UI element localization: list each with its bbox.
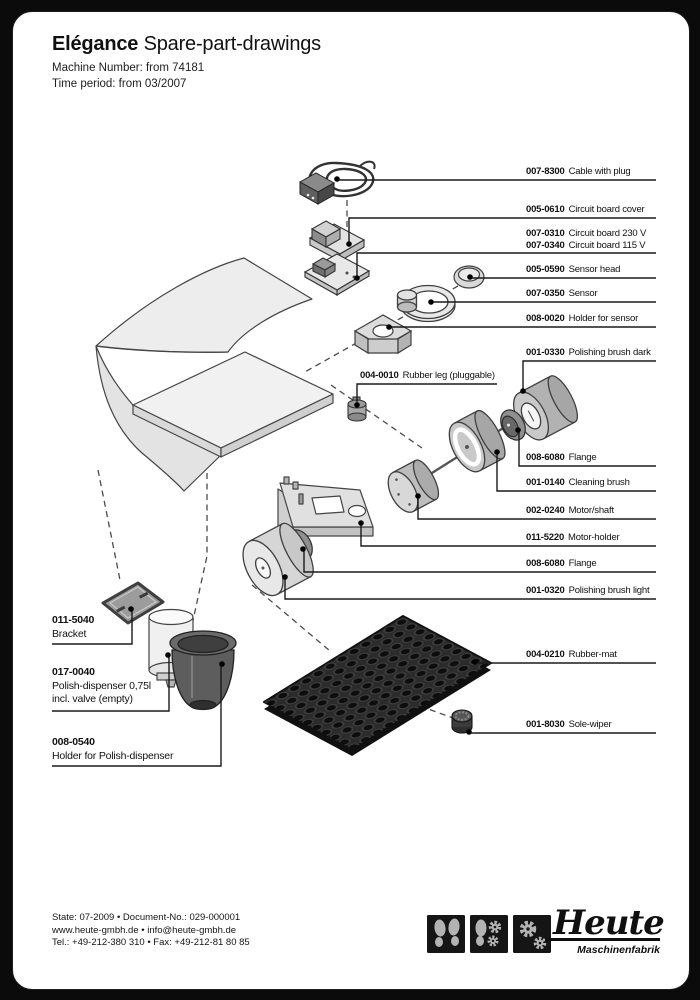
part-label-rubber-mat	[526, 649, 617, 662]
sole-and-gears-icon	[470, 915, 508, 953]
brand-name: Elégance	[52, 33, 139, 55]
part-name: Sensor head	[568, 264, 621, 275]
part-number: 008-6080	[526, 452, 565, 463]
housing-drawing	[96, 258, 333, 491]
page-title	[52, 33, 321, 56]
cable-with-plug-drawing	[300, 162, 375, 204]
gears-icon	[513, 915, 551, 953]
part-number: 017-0040	[52, 666, 95, 678]
sensor-drawing	[398, 286, 456, 322]
footer-state-line: State: 07-2009 • Document-No.: 029-000001	[52, 912, 241, 923]
part-label-brush-dark	[526, 347, 651, 360]
part-name: Motor/shaft	[568, 505, 614, 516]
part-name: Circuit board 230 V	[568, 228, 647, 239]
part-name: Cleaning brush	[568, 477, 630, 488]
part-label-cleaning-brush	[526, 477, 630, 490]
part-label-brush-light	[526, 585, 649, 598]
part-label-cable	[526, 166, 631, 179]
part-number: 007-0310	[526, 228, 565, 239]
part-number: 001-0330	[526, 347, 565, 358]
part-label-dispenser-holder	[52, 736, 173, 763]
part-name: Holder for Polish-dispenser	[52, 749, 174, 762]
company-logo: Heute	[553, 903, 664, 943]
part-label-sensor-head	[526, 264, 620, 277]
part-name: Rubber-mat	[568, 649, 617, 660]
part-label-flange-top	[526, 452, 596, 465]
dispenser-holder-drawing	[170, 631, 236, 710]
part-number: 007-0350	[526, 288, 565, 299]
rubber-mat-drawing	[264, 616, 491, 756]
part-number: 005-0610	[526, 204, 565, 215]
part-name: Sensor	[568, 288, 598, 299]
part-number: 002-0240	[526, 505, 565, 516]
part-name: Polishing brush light	[568, 585, 650, 596]
part-label-bracket	[52, 614, 94, 641]
part-number: 004-0010	[360, 370, 399, 381]
footer-web-line: www.heute-gmbh.de • info@heute-gmbh.de	[52, 925, 237, 936]
part-name: Bracket	[52, 627, 87, 640]
part-number: 001-0140	[526, 477, 565, 488]
part-number: 008-0020	[526, 313, 565, 324]
cleaning-brush-drawing	[442, 407, 511, 478]
part-name-line2: incl. valve (empty)	[52, 693, 133, 705]
part-label-board-cover	[526, 204, 645, 217]
part-label-rubber-leg	[360, 370, 495, 381]
part-label-flange-bottom	[526, 558, 596, 571]
circuit-board-drawing	[305, 254, 369, 295]
part-name: Circuit board cover	[568, 204, 645, 215]
footprints-icon	[427, 915, 465, 953]
part-name: Motor-holder	[568, 532, 620, 543]
machine-number: Machine Number: from 74181	[52, 62, 205, 74]
part-label-motor-holder	[526, 532, 620, 545]
part-number: 008-0540	[52, 736, 95, 748]
part-name: Polishing brush dark	[568, 347, 651, 358]
footer-phone-line: Tel.: +49-212-380 310 • Fax: +49-212-81 80 85	[52, 937, 250, 948]
part-number: 007-8300	[526, 166, 565, 177]
motor-drawing	[382, 457, 443, 517]
title-rest: Spare-part-drawings	[143, 33, 321, 55]
part-name: Cable with plug	[568, 166, 631, 177]
part-name: Circuit board 115 V	[568, 240, 646, 251]
part-name: Holder for sensor	[568, 313, 639, 324]
time-period: Time period: from 03/2007	[52, 78, 187, 90]
part-number: 007-0340	[526, 240, 565, 251]
part-label-dispenser	[52, 666, 151, 707]
part-number: 008-6080	[526, 558, 565, 569]
part-label-sensor-holder	[526, 313, 638, 326]
part-label-sensor	[526, 288, 597, 301]
company-logo-subtitle: Maschinenfabrik	[577, 944, 660, 956]
part-number: 011-5040	[52, 614, 95, 626]
part-label-board-115v	[526, 240, 645, 253]
part-name: Polish-dispenser 0,75l	[52, 679, 151, 692]
part-name: Rubber leg (pluggable)	[402, 370, 495, 381]
part-number: 004-0210	[526, 649, 565, 660]
part-name: Flange	[568, 558, 597, 569]
part-label-motor	[526, 505, 614, 518]
part-number: 011-5220	[526, 532, 565, 543]
part-name: Flange	[568, 452, 597, 463]
part-number: 001-8030	[526, 719, 565, 730]
part-number: 005-0590	[526, 264, 565, 275]
part-label-sole-wiper	[526, 719, 611, 732]
sensor-holder-drawing	[355, 315, 411, 353]
part-number: 001-0320	[526, 585, 565, 596]
part-name: Sole-wiper	[568, 719, 612, 730]
